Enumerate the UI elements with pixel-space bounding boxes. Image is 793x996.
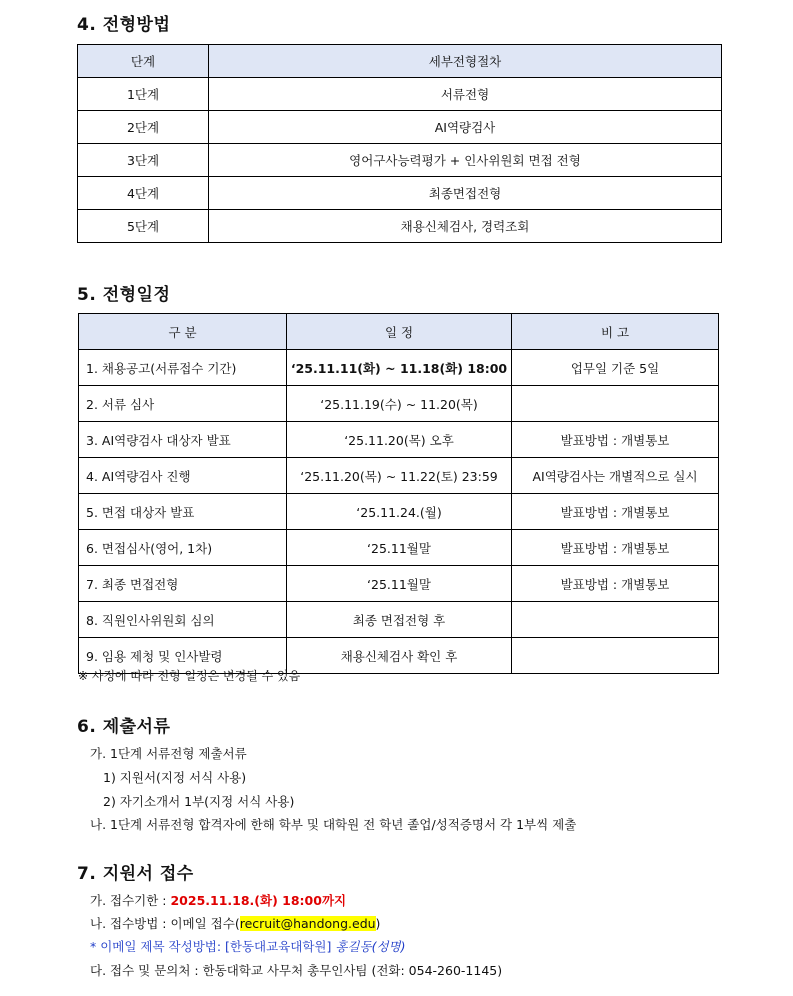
table-row — [79, 494, 719, 530]
section-5-title: 5. 전형일정 — [77, 285, 171, 305]
cell-category: 3. AI역량검사 대상자 발표 — [79, 422, 287, 458]
cell-schedule: ‘25.11.11(화) ~ 11.18(화) 18:00 — [287, 350, 512, 386]
cell-procedure: 서류전형 — [209, 78, 722, 111]
table-row — [79, 386, 719, 422]
schedule-table — [78, 313, 719, 674]
cell-stage: 1단계 — [78, 78, 209, 111]
documents-line-a2: 2) 자기소개서 1부(지정 서식 사용) — [103, 794, 295, 809]
selection-method-table — [77, 44, 722, 243]
section-4-title: 4. 전형방법 — [77, 15, 171, 35]
header-remarks: 비 고 — [512, 314, 719, 350]
cell-schedule: 최종 면접전형 후 — [287, 602, 512, 638]
cell-procedure: 최종면접전형 — [209, 177, 722, 210]
table-row — [79, 602, 719, 638]
cell-schedule: ‘25.11.19(수) ~ 11.20(목) — [287, 386, 512, 422]
cell-remarks: 발표방법 : 개별통보 — [512, 494, 719, 530]
documents-line-a1: 1) 지원서(지정 서식 사용) — [103, 770, 247, 785]
deadline-value: 2025.11.18.(화) 18:00까지 — [170, 893, 347, 908]
cell-category: 7. 최종 면접전형 — [79, 566, 287, 602]
method-suffix: ) — [375, 916, 381, 931]
method-line — [90, 914, 380, 932]
cell-stage: 4단계 — [78, 177, 209, 210]
table-row — [79, 530, 719, 566]
table-row — [78, 210, 722, 243]
header-procedure: 세부전형절차 — [209, 45, 722, 78]
cell-stage: 2단계 — [78, 111, 209, 144]
table-row — [78, 111, 722, 144]
email-subject-line — [90, 937, 406, 955]
table-row — [78, 78, 722, 111]
table-row — [79, 566, 719, 602]
header-stage: 단계 — [78, 45, 209, 78]
cell-schedule: ‘25.11.24.(월) — [287, 494, 512, 530]
table-row — [78, 144, 722, 177]
email-link[interactable]: recruit@handong.edu — [239, 916, 376, 931]
cell-schedule: 채용신체검사 확인 후 — [287, 638, 512, 674]
section-6-title: 6. 제출서류 — [77, 717, 171, 737]
deadline-line — [90, 891, 346, 909]
cell-stage: 3단계 — [78, 144, 209, 177]
cell-remarks: 발표방법 : 개별통보 — [512, 530, 719, 566]
cell-procedure: AI역량검사 — [209, 111, 722, 144]
cell-remarks: 업무일 기준 5일 — [512, 350, 719, 386]
deadline-label: 가. 접수기한 : — [90, 893, 171, 908]
cell-category: 2. 서류 심사 — [79, 386, 287, 422]
table-row — [79, 422, 719, 458]
cell-category: 5. 면접 대상자 발표 — [79, 494, 287, 530]
cell-category: 1. 채용공고(서류접수 기간) — [79, 350, 287, 386]
cell-remarks: 발표방법 : 개별통보 — [512, 422, 719, 458]
contact-line: 다. 접수 및 문의처 : 한동대학교 사무처 총무인사팀 (전화: 054-260-1145) — [90, 963, 503, 978]
cell-schedule: ‘25.11월말 — [287, 530, 512, 566]
table-row — [79, 350, 719, 386]
cell-remarks: AI역량검사는 개별적으로 실시 — [512, 458, 719, 494]
schedule-note: ※ 사정에 따라 전형 일정은 변경될 수 있음 — [78, 669, 301, 683]
cell-category: 9. 임용 제청 및 인사발령 — [79, 638, 287, 674]
table-header-row — [79, 314, 719, 350]
cell-category: 8. 직원인사위원회 심의 — [79, 602, 287, 638]
cell-schedule: ‘25.11.20(목) ~ 11.22(토) 23:59 — [287, 458, 512, 494]
cell-schedule: ‘25.11월말 — [287, 566, 512, 602]
cell-remarks: 발표방법 : 개별통보 — [512, 566, 719, 602]
cell-schedule: ‘25.11.20(목) 오후 — [287, 422, 512, 458]
documents-line-b: 나. 1단계 서류전형 합격자에 한해 학부 및 대학원 전 학년 졸업/성적증명서 각 1부씩 제출 — [90, 817, 577, 832]
section-7-title: 7. 지원서 접수 — [77, 864, 194, 884]
documents-line-a: 가. 1단계 서류전형 제출서류 — [90, 746, 247, 761]
cell-remarks — [512, 386, 719, 422]
table-row — [78, 177, 722, 210]
method-label: 나. 접수방법 : 이메일 접수( — [90, 916, 240, 931]
table-row — [79, 458, 719, 494]
table-header-row — [78, 45, 722, 78]
cell-procedure: 채용신체검사, 경력조회 — [209, 210, 722, 243]
cell-remarks — [512, 602, 719, 638]
cell-stage: 5단계 — [78, 210, 209, 243]
email-subject-label: * 이메일 제목 작성방법: [한동대교육대학원] — [90, 939, 336, 954]
cell-category: 4. AI역량검사 진행 — [79, 458, 287, 494]
email-subject-name: 홍길동(성명) — [335, 939, 406, 954]
header-category: 구 분 — [79, 314, 287, 350]
header-schedule: 일 정 — [287, 314, 512, 350]
cell-category: 6. 면접심사(영어, 1차) — [79, 530, 287, 566]
cell-remarks — [512, 638, 719, 674]
cell-procedure: 영어구사능력평가 + 인사위원회 면접 전형 — [209, 144, 722, 177]
